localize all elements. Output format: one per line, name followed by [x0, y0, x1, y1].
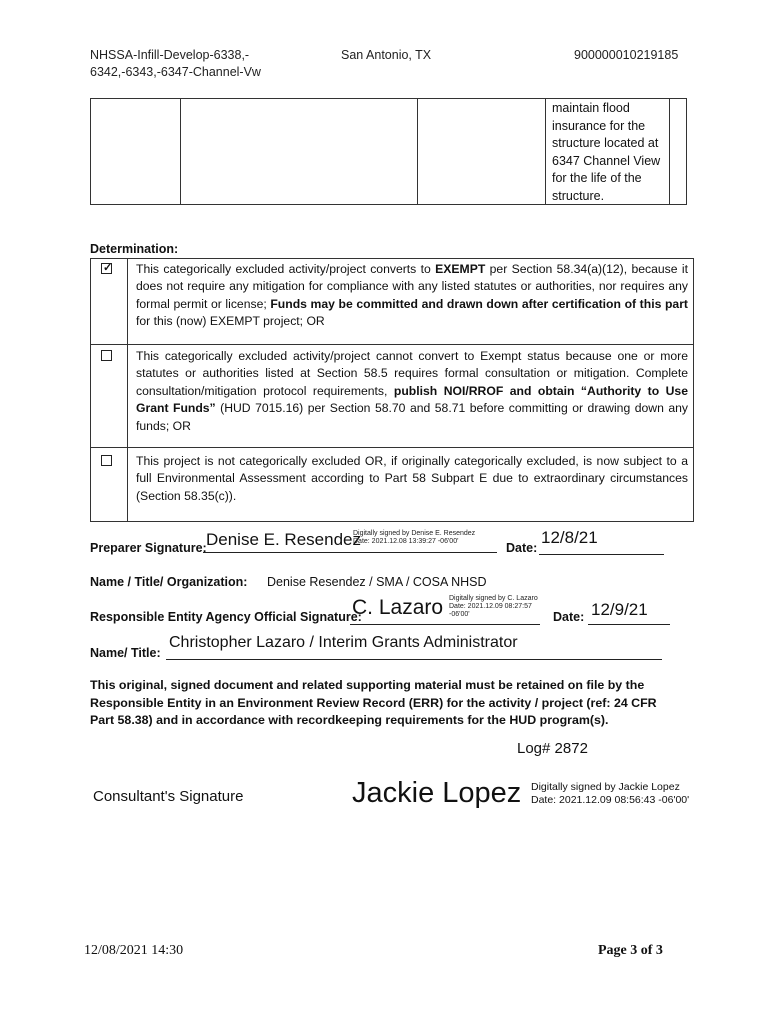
responsible-entity-signature-label: Responsible Entity Agency Official Signature:: [90, 610, 362, 624]
determination-title: Determination:: [90, 242, 179, 256]
preparer-signature-name: Denise E. Resendez: [206, 530, 361, 549]
table-divider: [127, 259, 128, 521]
check-mark-icon: ✓: [103, 262, 113, 274]
table-divider: [91, 344, 693, 345]
official-name-label: Name/ Title:: [90, 646, 161, 660]
name-title-org-label: Name / Title/ Organization:: [90, 575, 248, 589]
responsible-entity-signature-line: [350, 624, 540, 625]
determination-table: [90, 258, 694, 522]
responsible-entity-date-line: [588, 624, 670, 625]
consultant-digital-signature: Digitally signed by Jackie Lopez Date: 2021.12.09 08:56:43 -06'00': [531, 781, 690, 806]
option-exempt-text: This categorically excluded activity/project converts to EXEMPT per Section 58.34(a)(12), because it does not require any mitigation for compliance with any listed statutes or authorities, nor requires any formal permit or license; Funds may be committed and drawn down after certification of this part for this (now) EXEMPT project; OR: [136, 262, 688, 329]
preparer-signature-label: Preparer Signature:: [90, 541, 207, 555]
continuation-line: structure located at: [552, 136, 659, 150]
exempt-checkbox[interactable]: [101, 263, 112, 274]
preparer-date-line: [539, 554, 664, 555]
retention-notice: This original, signed document and related supporting material must be retained on file by the Responsible Entity in an Environment Review Record (ERR) for the activity / project (ref: 24 CFR Part 58.38) and in accordance with recordkeeping requirements for the HUD program(s).: [90, 678, 657, 728]
header-project: [90, 47, 261, 81]
header-project-line2: 6342,-6343,-6347-Channel-Vw: [90, 65, 261, 79]
table-divider: [417, 99, 418, 204]
continuation-line: 6347 Channel View: [552, 153, 661, 168]
option-not-excluded-text: This project is not categorically excluded OR, if originally categorically excluded, is now subject to a full Environmental Assessment according to Part 58 Subpart E due to extraordinary circumstances (Section 58.35(c)).: [136, 454, 688, 503]
header-record-number: 900000010219185: [574, 48, 679, 62]
consultant-signature-name: Jackie Lopez: [352, 777, 522, 809]
responsible-entity-signature-name: C. Lazaro: [352, 596, 444, 619]
official-name-line: [166, 659, 662, 660]
footer-page-number: Page 3 of 3: [598, 943, 663, 958]
preparer-digital-signature: Digitally signed by Denise E. Resendez Date: 2021.12.08 13:39:27 -06'00': [353, 530, 476, 545]
option-non-exempt-text: This categorically excluded activity/project cannot convert to Exempt status because one or more statutes or authorities listed at Section 58.5 requires formal consultation or mitigation. Complete consultation/mitigation protocol requirements, publish NOI/RROF and obtain “Authority to Use Grant Funds” (HUD 7015.16) per Section 58.70 and 58.71 before committing or drawing down any funds; OR: [136, 349, 688, 433]
consultant-signature-label: Consultant's Signature: [93, 788, 244, 805]
responsible-entity-date-label: Date:: [553, 610, 585, 624]
continuation-line: for the life of the: [552, 171, 642, 185]
preparer-signature-line: [203, 552, 497, 553]
footer-timestamp: 12/08/2021 14:30: [84, 943, 184, 958]
table-divider: [545, 99, 546, 204]
header-location: San Antonio, TX: [341, 48, 432, 62]
header-project-line1: NHSSA-Infill-Develop-6338,-: [90, 48, 250, 62]
continuation-line: maintain flood: [552, 101, 630, 115]
log-number: Log# 2872: [517, 740, 588, 757]
not-excluded-checkbox[interactable]: [101, 455, 112, 466]
preparer-date-label: Date:: [506, 541, 538, 555]
non-exempt-checkbox[interactable]: [101, 350, 112, 361]
table-divider: [91, 447, 693, 448]
table-divider: [180, 99, 181, 204]
responsible-entity-digital-signature: Digitally signed by C. Lazaro Date: 2021.12.09 08:27:57 -06'00': [449, 595, 538, 618]
continuation-line: structure.: [552, 188, 605, 203]
preparer-date-value: 12/8/21: [541, 528, 598, 547]
official-name-value: Christopher Lazaro / Interim Grants Administrator: [169, 634, 518, 651]
continuation-text: [552, 100, 672, 205]
continuation-line: insurance for the: [552, 118, 646, 133]
responsible-entity-date-value: 12/9/21: [591, 600, 648, 619]
name-title-org-value: Denise Resendez / SMA / COSA NHSD: [267, 575, 487, 589]
